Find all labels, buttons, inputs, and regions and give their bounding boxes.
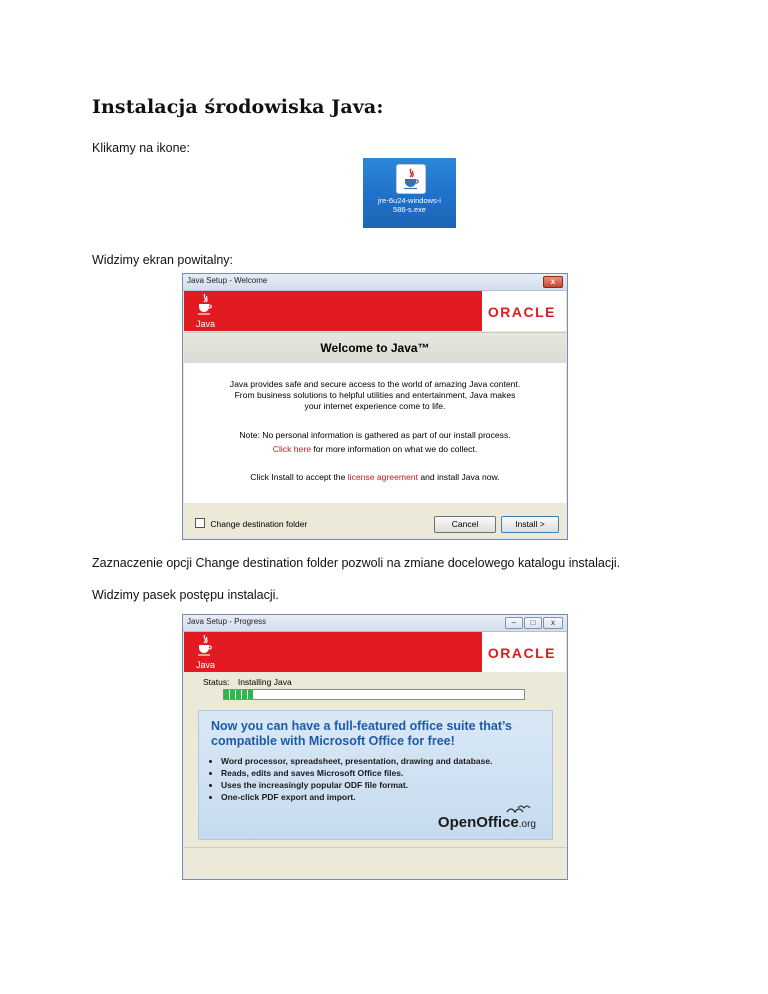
body-line: From business solutions to helpful utilities and entertainment, Java makes [234, 390, 516, 400]
minimize-button[interactable]: – [505, 617, 523, 629]
install-progress-bar [223, 689, 525, 700]
note-line-2 [184, 442, 566, 456]
ad-bullet-item: • One-click PDF export and import. [221, 791, 492, 803]
openoffice-gulls-icon [506, 804, 532, 816]
ad-bullet-list [211, 755, 492, 803]
java-logo-text: Java [196, 660, 216, 670]
ad-bullet-item: • Reads, edits and saves Microsoft Office files. [221, 767, 492, 779]
welcome-window [182, 273, 568, 540]
page-heading: Instalacja środowiska Java: [92, 96, 384, 118]
java-cup-icon [196, 293, 214, 317]
welcome-titlebar [183, 274, 567, 291]
progress-window [182, 614, 568, 880]
ad-bullet-item: • Word processor, spreadsheet, presentation, drawing and database. [221, 755, 492, 767]
welcome-banner [184, 291, 566, 331]
paragraph-welcome-screen: Widzimy ekran powitalny: [92, 253, 234, 267]
status-value: Installing Java [237, 677, 292, 687]
note-line-text: for more information on what we do collect. [313, 444, 478, 454]
status-line [203, 677, 292, 687]
java-cup-icon [196, 634, 214, 658]
paragraph-change-folder: Zaznaczenie opcji Change destination folder pozwoli na zmiane docelowego katalogu instalacji. [92, 556, 621, 570]
java-brand-strip [184, 291, 482, 331]
java-cup-icon [396, 164, 426, 194]
progress-banner [184, 632, 566, 672]
cancel-button[interactable]: Cancel [434, 516, 496, 533]
close-button[interactable]: x [543, 276, 563, 288]
progress-title: Java Setup - Progress [187, 617, 267, 626]
welcome-title: Java Setup - Welcome [187, 276, 268, 285]
oracle-logo: ORACLE [487, 645, 556, 661]
progress-fill [224, 690, 254, 699]
desktop-icon-label: jre-6u24-windows-i 586-s.exe [378, 196, 441, 214]
desktop-icon-java-installer[interactable] [363, 158, 456, 228]
change-destination-checkbox[interactable] [195, 518, 205, 528]
welcome-body [184, 363, 566, 503]
bottom-divider [184, 847, 566, 848]
welcome-header-bar [184, 332, 566, 364]
body-line: Java provides safe and secure access to the world of amazing Java content. [229, 379, 521, 389]
ad-headline: compatible with Microsoft Office for free! [211, 734, 455, 748]
license-agreement-link[interactable]: license agreement [347, 472, 418, 482]
install-line: Click Install to accept the license agreement and install Java now. [250, 472, 500, 482]
openoffice-ad[interactable] [198, 710, 553, 840]
oracle-logo: ORACLE [487, 304, 556, 320]
body-line: your internet experience come to life. [304, 401, 446, 411]
install-button[interactable]: Install > [501, 516, 559, 533]
paragraph-progress: Widzimy pasek postępu instalacji. [92, 588, 279, 602]
ad-headline: Now you can have a full-featured office suite that’s [211, 719, 512, 733]
note-line: Note: No personal information is gathered as part of our install process. [239, 430, 511, 440]
ad-bullet-item: • Uses the increasingly popular ODF file format. [221, 779, 492, 791]
change-destination-label: Change destination folder [210, 519, 308, 529]
status-label: Status: [203, 677, 230, 687]
progress-titlebar [183, 615, 567, 632]
welcome-heading: Welcome to Java™ [320, 341, 430, 355]
paragraph-click-icon: Klikamy na ikone: [92, 141, 190, 155]
change-destination-option[interactable] [195, 518, 307, 529]
click-here-link[interactable]: Click here [272, 444, 311, 454]
close-button[interactable]: x [543, 617, 563, 629]
java-brand-strip [184, 632, 482, 672]
maximize-button[interactable]: □ [524, 617, 542, 629]
java-logo-text: Java [196, 319, 216, 329]
openoffice-logo: OpenOffice.org [438, 814, 536, 831]
